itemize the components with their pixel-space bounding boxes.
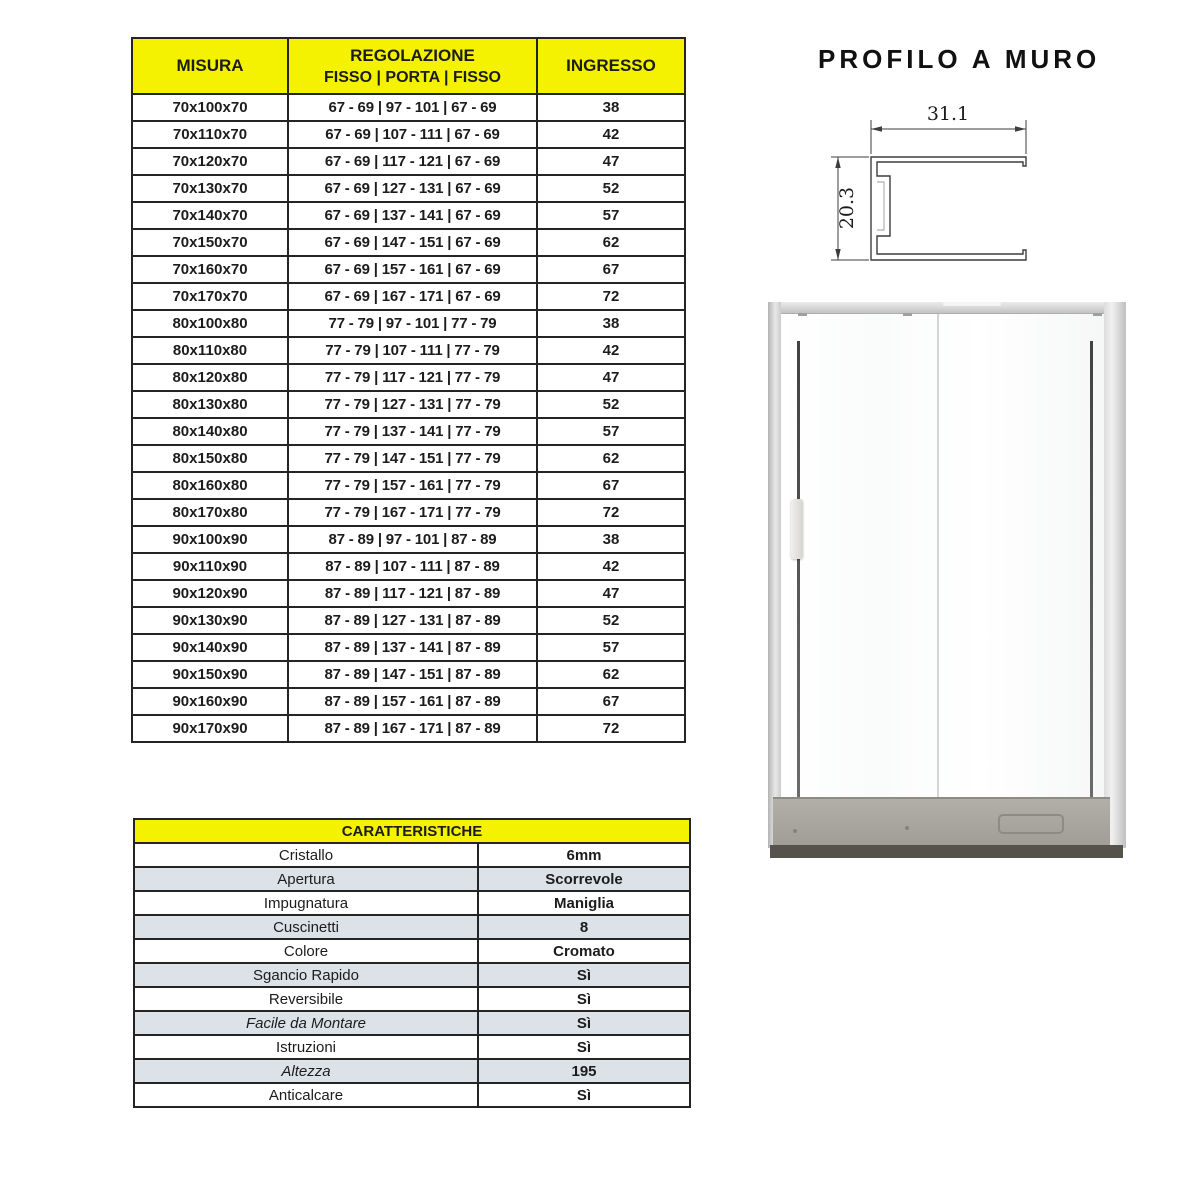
feature-label: Colore bbox=[134, 939, 478, 963]
size-row bbox=[132, 553, 685, 580]
size-cell-misura: 80x140x80 bbox=[132, 418, 288, 445]
size-cell-misura: 80x120x80 bbox=[132, 364, 288, 391]
size-cell-ingresso: 62 bbox=[537, 445, 685, 472]
size-cell-ingresso: 52 bbox=[537, 175, 685, 202]
roller-bracket bbox=[903, 313, 912, 316]
size-cell-ingresso: 72 bbox=[537, 283, 685, 310]
size-cell-regolazione: 87 - 89 | 137 - 141 | 87 - 89 bbox=[288, 634, 537, 661]
profile-outline bbox=[871, 157, 1026, 260]
size-row bbox=[132, 229, 685, 256]
feature-label: Facile da Montare bbox=[134, 1011, 478, 1035]
feature-value: 6mm bbox=[478, 843, 690, 867]
size-row bbox=[132, 148, 685, 175]
size-cell-ingresso: 47 bbox=[537, 580, 685, 607]
size-row bbox=[132, 580, 685, 607]
feature-row bbox=[134, 987, 690, 1011]
size-cell-regolazione: 77 - 79 | 167 - 171 | 77 - 79 bbox=[288, 499, 537, 526]
feature-label: Cristallo bbox=[134, 843, 478, 867]
feature-label: Cuscinetti bbox=[134, 915, 478, 939]
size-cell-ingresso: 52 bbox=[537, 391, 685, 418]
feature-value: 8 bbox=[478, 915, 690, 939]
size-cell-regolazione: 77 - 79 | 127 - 131 | 77 - 79 bbox=[288, 391, 537, 418]
size-cell-misura: 80x150x80 bbox=[132, 445, 288, 472]
feature-label: Sgancio Rapido bbox=[134, 963, 478, 987]
sizes-table bbox=[131, 37, 686, 743]
size-row bbox=[132, 283, 685, 310]
header-misura: MISURA bbox=[132, 38, 288, 94]
size-cell-ingresso: 47 bbox=[537, 364, 685, 391]
sizes-header-row bbox=[132, 38, 685, 94]
header-regolazione-sub: FISSO | PORTA | FISSO bbox=[324, 68, 501, 86]
feature-label: Altezza bbox=[134, 1059, 478, 1083]
feature-value: Sì bbox=[478, 963, 690, 987]
size-cell-ingresso: 62 bbox=[537, 229, 685, 256]
dim-width-label: 31.1 bbox=[926, 103, 970, 125]
size-cell-regolazione: 87 - 89 | 167 - 171 | 87 - 89 bbox=[288, 715, 537, 742]
size-cell-ingresso: 42 bbox=[537, 553, 685, 580]
product-image bbox=[757, 290, 1127, 860]
feature-label: Anticalcare bbox=[134, 1083, 478, 1107]
size-cell-ingresso: 57 bbox=[537, 202, 685, 229]
size-cell-regolazione: 67 - 69 | 147 - 151 | 67 - 69 bbox=[288, 229, 537, 256]
drain-cover bbox=[998, 814, 1064, 834]
size-row bbox=[132, 661, 685, 688]
size-cell-regolazione: 87 - 89 | 107 - 111 | 87 - 89 bbox=[288, 553, 537, 580]
size-row bbox=[132, 310, 685, 337]
size-cell-regolazione: 67 - 69 | 107 - 111 | 67 - 69 bbox=[288, 121, 537, 148]
size-cell-ingresso: 72 bbox=[537, 499, 685, 526]
size-row bbox=[132, 418, 685, 445]
size-row bbox=[132, 94, 685, 121]
feature-row bbox=[134, 891, 690, 915]
tray-screw bbox=[793, 829, 797, 833]
size-cell-misura: 90x140x90 bbox=[132, 634, 288, 661]
size-cell-ingresso: 57 bbox=[537, 418, 685, 445]
features-table bbox=[133, 818, 691, 1108]
size-row bbox=[132, 688, 685, 715]
glass-panel bbox=[781, 313, 1104, 807]
size-cell-misura: 70x110x70 bbox=[132, 121, 288, 148]
shower-tray bbox=[773, 797, 1110, 847]
size-cell-ingresso: 38 bbox=[537, 94, 685, 121]
size-cell-misura: 90x110x90 bbox=[132, 553, 288, 580]
feature-value: Cromato bbox=[478, 939, 690, 963]
roller-bracket bbox=[1093, 313, 1102, 316]
size-cell-regolazione: 77 - 79 | 137 - 141 | 77 - 79 bbox=[288, 418, 537, 445]
size-cell-misura: 90x130x90 bbox=[132, 607, 288, 634]
size-cell-regolazione: 67 - 69 | 127 - 131 | 67 - 69 bbox=[288, 175, 537, 202]
feature-value: Maniglia bbox=[478, 891, 690, 915]
profile-title: PROFILO A MURO bbox=[818, 44, 1101, 74]
size-cell-misura: 90x150x90 bbox=[132, 661, 288, 688]
feature-label: Reversibile bbox=[134, 987, 478, 1011]
size-row bbox=[132, 364, 685, 391]
size-cell-ingresso: 42 bbox=[537, 337, 685, 364]
tray-screw bbox=[905, 826, 909, 830]
size-cell-misura: 80x170x80 bbox=[132, 499, 288, 526]
size-cell-regolazione: 77 - 79 | 97 - 101 | 77 - 79 bbox=[288, 310, 537, 337]
size-row bbox=[132, 337, 685, 364]
size-cell-regolazione: 87 - 89 | 127 - 131 | 87 - 89 bbox=[288, 607, 537, 634]
feature-row bbox=[134, 1083, 690, 1107]
feature-row bbox=[134, 1035, 690, 1059]
wall-profile-drawing bbox=[823, 98, 1043, 273]
size-cell-misura: 80x100x80 bbox=[132, 310, 288, 337]
size-row bbox=[132, 202, 685, 229]
size-cell-misura: 70x100x70 bbox=[132, 94, 288, 121]
size-row bbox=[132, 526, 685, 553]
header-ingresso: INGRESSO bbox=[537, 38, 685, 94]
features-title: CARATTERISTICHE bbox=[134, 819, 690, 843]
size-row bbox=[132, 445, 685, 472]
size-cell-misura: 80x130x80 bbox=[132, 391, 288, 418]
size-cell-regolazione: 67 - 69 | 117 - 121 | 67 - 69 bbox=[288, 148, 537, 175]
feature-label: Impugnatura bbox=[134, 891, 478, 915]
feature-row bbox=[134, 843, 690, 867]
glass-edge-left bbox=[797, 341, 800, 799]
size-cell-ingresso: 47 bbox=[537, 148, 685, 175]
size-cell-regolazione: 67 - 69 | 97 - 101 | 67 - 69 bbox=[288, 94, 537, 121]
size-cell-ingresso: 57 bbox=[537, 634, 685, 661]
size-cell-regolazione: 87 - 89 | 157 - 161 | 87 - 89 bbox=[288, 688, 537, 715]
size-cell-ingresso: 67 bbox=[537, 688, 685, 715]
feature-value: Sì bbox=[478, 1083, 690, 1107]
feature-row bbox=[134, 1011, 690, 1035]
features-header-row bbox=[134, 819, 690, 843]
feature-label: Istruzioni bbox=[134, 1035, 478, 1059]
header-regolazione bbox=[288, 38, 537, 94]
size-cell-regolazione: 67 - 69 | 137 - 141 | 67 - 69 bbox=[288, 202, 537, 229]
size-row bbox=[132, 121, 685, 148]
size-row bbox=[132, 634, 685, 661]
feature-value: Sì bbox=[478, 1011, 690, 1035]
feature-row bbox=[134, 915, 690, 939]
feature-row bbox=[134, 963, 690, 987]
size-cell-misura: 90x170x90 bbox=[132, 715, 288, 742]
size-cell-misura: 70x170x70 bbox=[132, 283, 288, 310]
size-row bbox=[132, 715, 685, 742]
panel-divider bbox=[937, 313, 939, 807]
dim-height-label: 20.3 bbox=[836, 186, 858, 230]
feature-value: Sì bbox=[478, 987, 690, 1011]
size-cell-misura: 80x160x80 bbox=[132, 472, 288, 499]
size-cell-misura: 70x130x70 bbox=[132, 175, 288, 202]
feature-value: Scorrevole bbox=[478, 867, 690, 891]
feature-row bbox=[134, 867, 690, 891]
size-row bbox=[132, 499, 685, 526]
size-cell-regolazione: 77 - 79 | 107 - 111 | 77 - 79 bbox=[288, 337, 537, 364]
feature-value: 195 bbox=[478, 1059, 690, 1083]
door-frame-right bbox=[1104, 302, 1126, 848]
size-cell-misura: 90x160x90 bbox=[132, 688, 288, 715]
glass-edge-right bbox=[1090, 341, 1093, 799]
size-cell-regolazione: 77 - 79 | 117 - 121 | 77 - 79 bbox=[288, 364, 537, 391]
size-cell-regolazione: 87 - 89 | 97 - 101 | 87 - 89 bbox=[288, 526, 537, 553]
size-cell-ingresso: 38 bbox=[537, 526, 685, 553]
size-cell-ingresso: 67 bbox=[537, 256, 685, 283]
size-cell-regolazione: 87 - 89 | 147 - 151 | 87 - 89 bbox=[288, 661, 537, 688]
door-handle bbox=[791, 499, 803, 559]
size-cell-regolazione: 77 - 79 | 157 - 161 | 77 - 79 bbox=[288, 472, 537, 499]
size-cell-ingresso: 42 bbox=[537, 121, 685, 148]
feature-label: Apertura bbox=[134, 867, 478, 891]
size-cell-ingresso: 38 bbox=[537, 310, 685, 337]
size-cell-ingresso: 62 bbox=[537, 661, 685, 688]
feature-value: Sì bbox=[478, 1035, 690, 1059]
door-frame-left bbox=[768, 302, 781, 848]
size-cell-misura: 70x150x70 bbox=[132, 229, 288, 256]
tray-base-strip bbox=[770, 845, 1123, 858]
size-cell-misura: 70x140x70 bbox=[132, 202, 288, 229]
size-row bbox=[132, 607, 685, 634]
size-row bbox=[132, 175, 685, 202]
frame-top-notch bbox=[943, 302, 1001, 306]
size-row bbox=[132, 256, 685, 283]
size-cell-regolazione: 77 - 79 | 147 - 151 | 77 - 79 bbox=[288, 445, 537, 472]
size-cell-misura: 90x100x90 bbox=[132, 526, 288, 553]
size-cell-ingresso: 72 bbox=[537, 715, 685, 742]
size-cell-misura: 90x120x90 bbox=[132, 580, 288, 607]
size-cell-ingresso: 52 bbox=[537, 607, 685, 634]
size-cell-regolazione: 67 - 69 | 157 - 161 | 67 - 69 bbox=[288, 256, 537, 283]
size-cell-misura: 70x120x70 bbox=[132, 148, 288, 175]
size-row bbox=[132, 391, 685, 418]
size-cell-misura: 70x160x70 bbox=[132, 256, 288, 283]
header-regolazione-title: REGOLAZIONE bbox=[350, 45, 475, 65]
feature-row bbox=[134, 1059, 690, 1083]
size-cell-misura: 80x110x80 bbox=[132, 337, 288, 364]
size-cell-regolazione: 67 - 69 | 167 - 171 | 67 - 69 bbox=[288, 283, 537, 310]
size-cell-ingresso: 67 bbox=[537, 472, 685, 499]
feature-row bbox=[134, 939, 690, 963]
size-row bbox=[132, 472, 685, 499]
size-cell-regolazione: 87 - 89 | 117 - 121 | 87 - 89 bbox=[288, 580, 537, 607]
roller-bracket bbox=[798, 313, 807, 316]
